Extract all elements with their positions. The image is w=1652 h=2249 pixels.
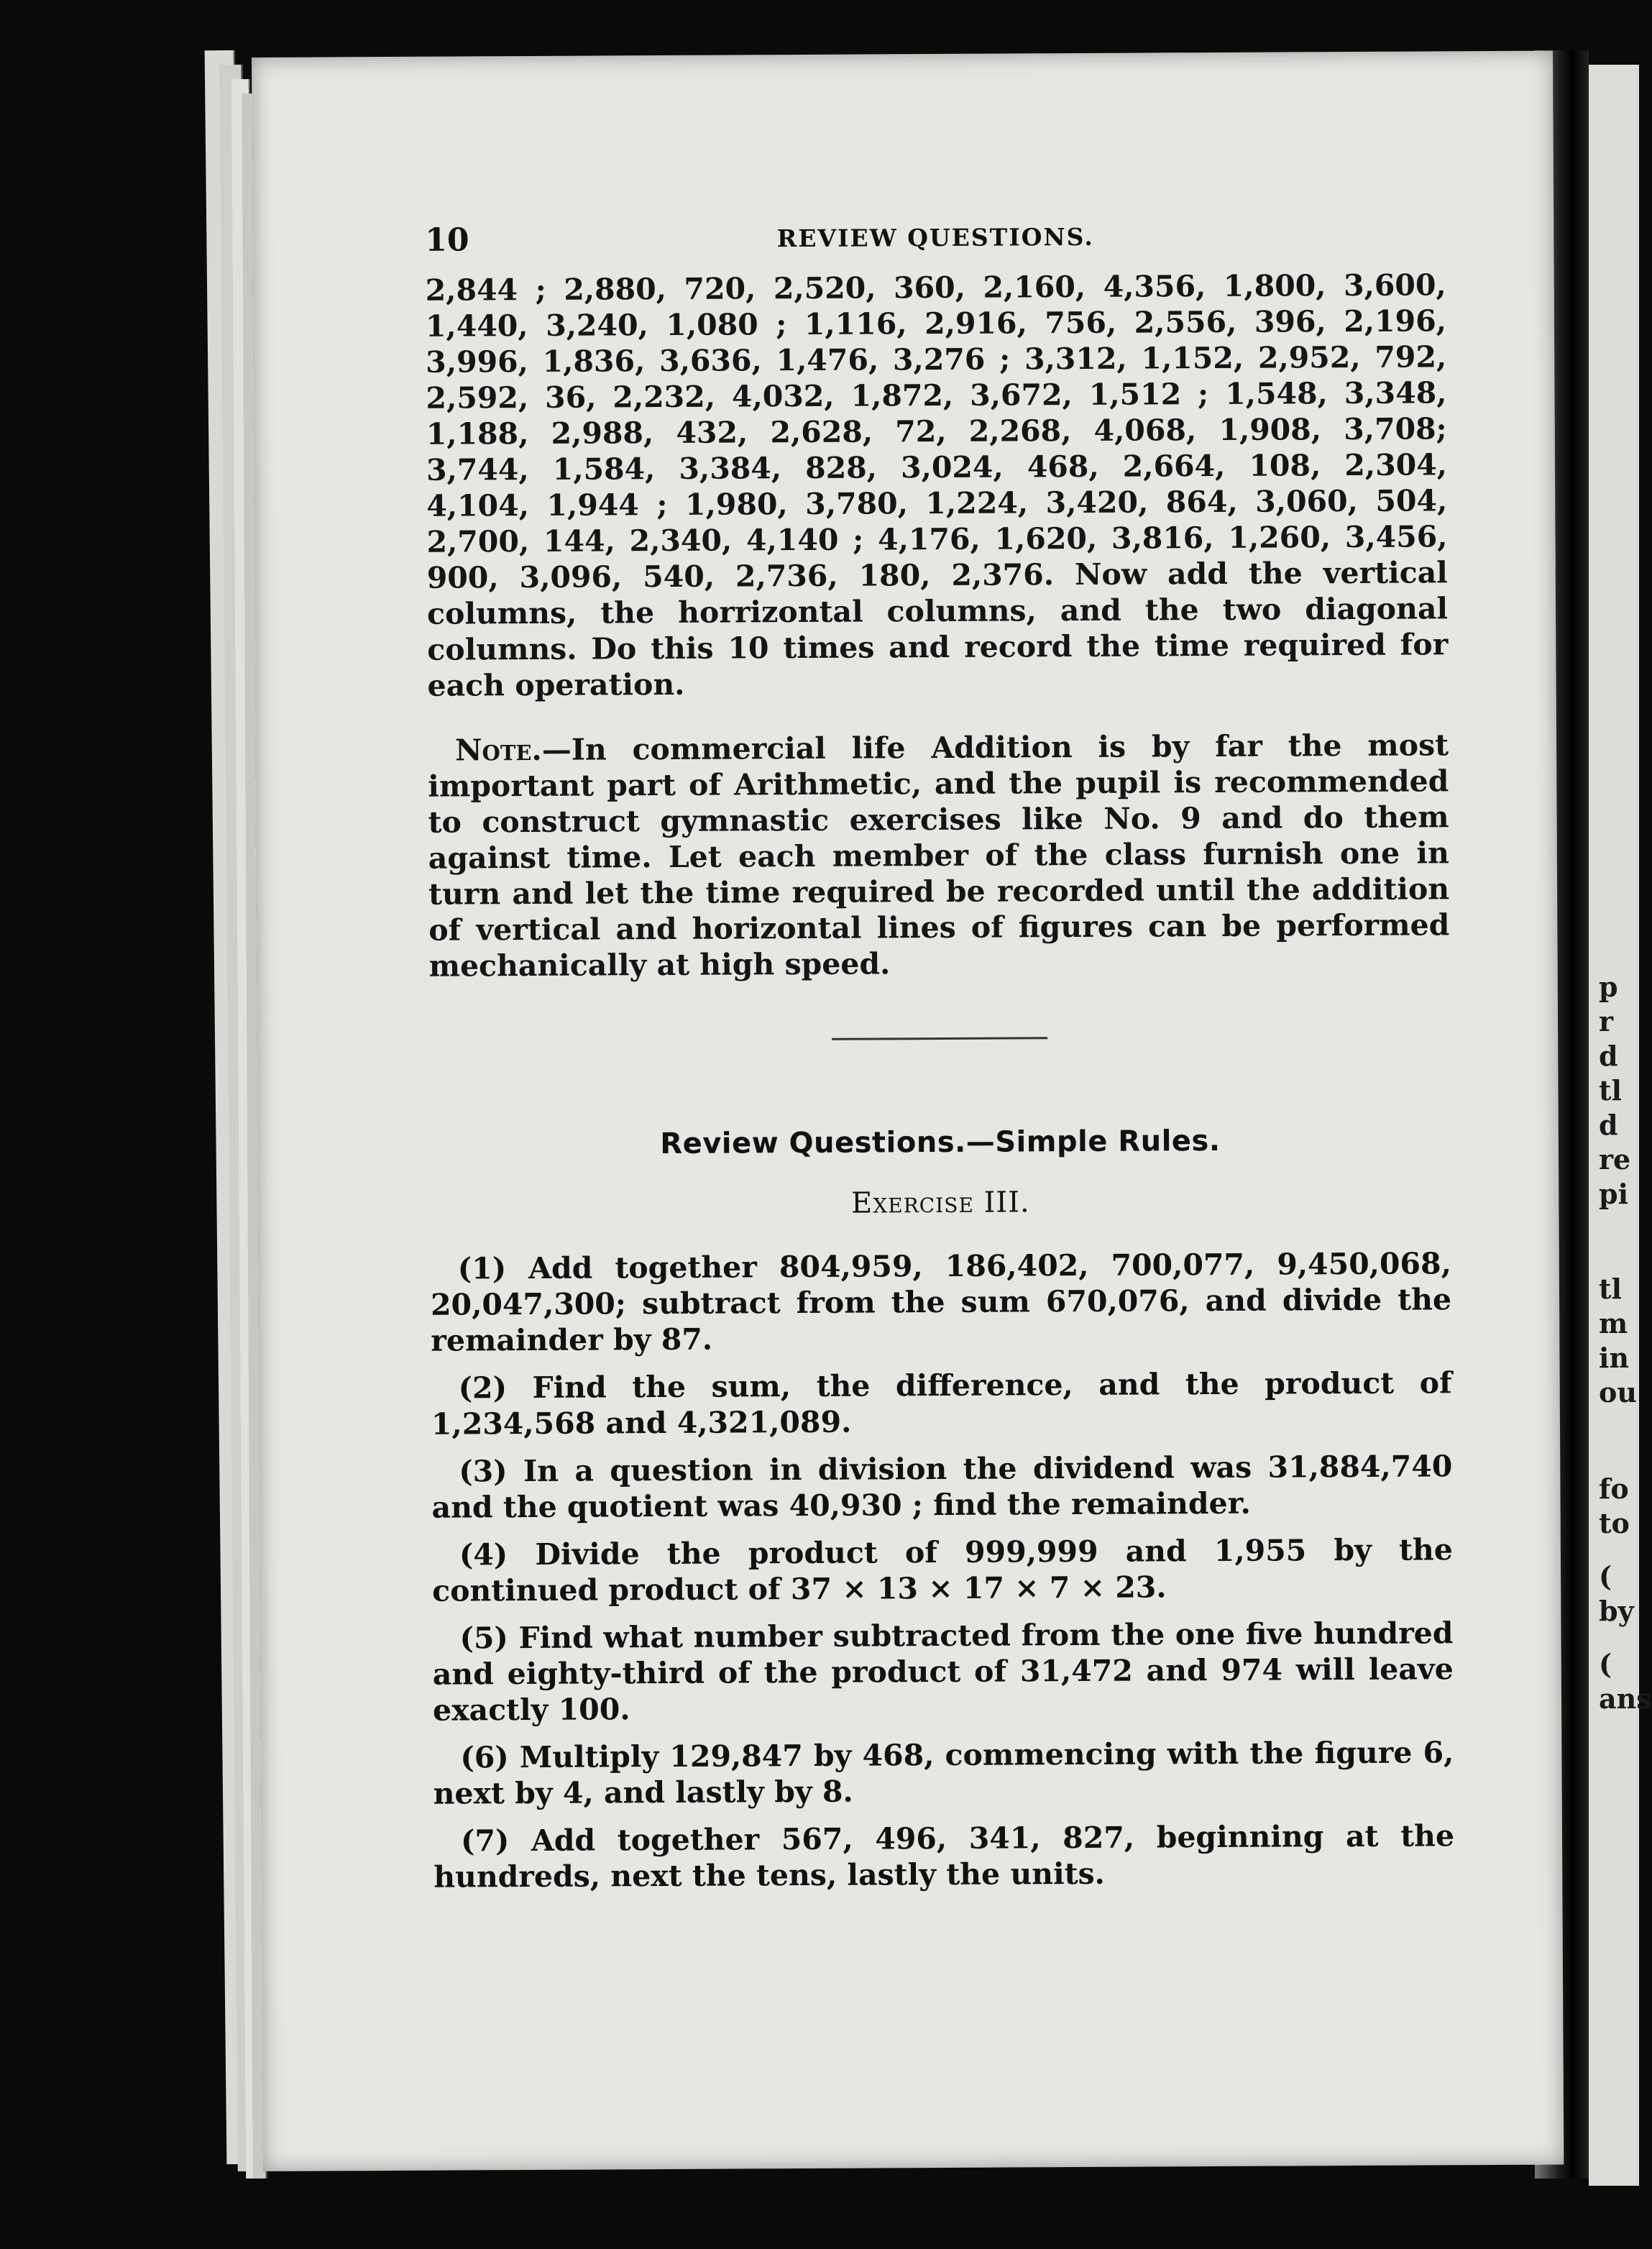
- page-header: [425, 216, 1446, 272]
- next-page-fragment: pi: [1599, 1178, 1629, 1210]
- question-item: (4) Divide the product of 999,999 and 1,955 by the continued product of 37 × 13 × 17 × 7 × 23.: [432, 1532, 1454, 1608]
- question-item: (1) Add together 804,959, 186,402, 700,077, 9,450,068, 20,047,300; subtract from the sum 670,076, and divide the remainder by 87.: [430, 1246, 1452, 1358]
- next-page-fragment: p: [1599, 971, 1618, 1003]
- book-page: [252, 51, 1564, 2171]
- next-page-fragment: re: [1599, 1143, 1631, 1176]
- next-page-fragment: tl: [1599, 1074, 1622, 1107]
- question-item: (2) Find the sum, the difference, and the product of 1,234,568 and 4,321,089.: [431, 1365, 1452, 1442]
- next-page-fragment: by: [1599, 1595, 1634, 1627]
- next-page-fragment: (: [1599, 1560, 1612, 1593]
- next-page-fragment: (: [1599, 1648, 1612, 1680]
- section-divider: [832, 1037, 1047, 1040]
- next-page-fragment: d: [1599, 1109, 1618, 1141]
- next-page-fragment: tl: [1599, 1273, 1622, 1305]
- next-page-fragment: d: [1599, 1040, 1618, 1072]
- exercise-heading: Exercise III.: [850, 1186, 1030, 1220]
- intro-instruction: Now add the vertical columns, the horrizontal columns, and the two diagonal columns. Do this 10 times and record the time required for each operation.: [426, 555, 1449, 703]
- next-page-fragment: r: [1599, 1005, 1614, 1038]
- page-content: [425, 216, 1454, 1895]
- question-item: (3) In a question in division the dividend was 31,884,740 and the quotient was 40,930 ; find the remainder.: [431, 1449, 1453, 1525]
- next-page-fragment: in: [1599, 1342, 1630, 1374]
- number-sequence: 2,844 ; 2,880, 720, 2,520, 360, 2,160, 4,356, 1,800, 3,600, 1,440, 3,240, 1,080 ; 1,116, 2,916, 756, 2,556, 396, 2,196, 3,996, 1,836, 3,636, 1,476, 3,276 ; 3,312, 1,152, 2,952, 792, 2,592, 36, 2,232, 4,032, 1,872, 3,672, 1,512 ; 1,548, 3,348, 1,188, 2,988, 432, 2,628, 72, 2,268, 4,068, 1,908, 3,708; 3,744, 1,584, 3,384, 828, 3,024, 468, 2,664, 108, 2,304, 4,104, 1,944 ; 1,980, 3,780, 1,224, 3,420, 864, 3,060, 504, 2,700, 144, 2,340, 4,140 ; 4,176, 1,620, 3,816, 1,260, 3,456, 900, 3,096, 540, 2,736, 180, 2,376.: [425, 267, 1448, 595]
- next-page-fragment: ou: [1599, 1376, 1637, 1409]
- note-text: —In commercial life Addition is by far the most important part of Arithmetic, and the pupil is recommended to construct gymnastic exercises like No. 9 and do them against time. Let each member of the class furnish one in turn and let the time required be recorded until the addition of vertical and horizontal lines of figures can be performed mechanically at high speed.: [428, 728, 1450, 984]
- next-page-fragment: to: [1599, 1507, 1630, 1539]
- next-page-fragment: m: [1599, 1307, 1628, 1339]
- question-item: (5) Find what number subtracted from the one five hundred and eighty-third of the product of 31,472 and 974 will leave exactly 100.: [432, 1616, 1454, 1728]
- note-paragraph: [428, 727, 1450, 984]
- next-page-sliver: [1589, 65, 1652, 2186]
- intro-paragraph: [426, 267, 1449, 703]
- question-item: (7) Add together 567, 496, 341, 827, beginning at the hundreds, next the tens, lastly the units.: [433, 1818, 1455, 1895]
- page-number: 10: [425, 221, 469, 259]
- next-page-fragment: ans: [1599, 1682, 1652, 1715]
- section-title: Review Questions.—Simple Rules.: [660, 1124, 1221, 1161]
- next-page-fragment: fo: [1599, 1472, 1629, 1505]
- note-label: Note.: [454, 732, 542, 768]
- running-head: REVIEW QUESTIONS.: [776, 222, 1094, 253]
- question-item: (6) Multiply 129,847 by 468, commencing with the figure 6, next by 4, and lastly by 8.: [433, 1735, 1454, 1811]
